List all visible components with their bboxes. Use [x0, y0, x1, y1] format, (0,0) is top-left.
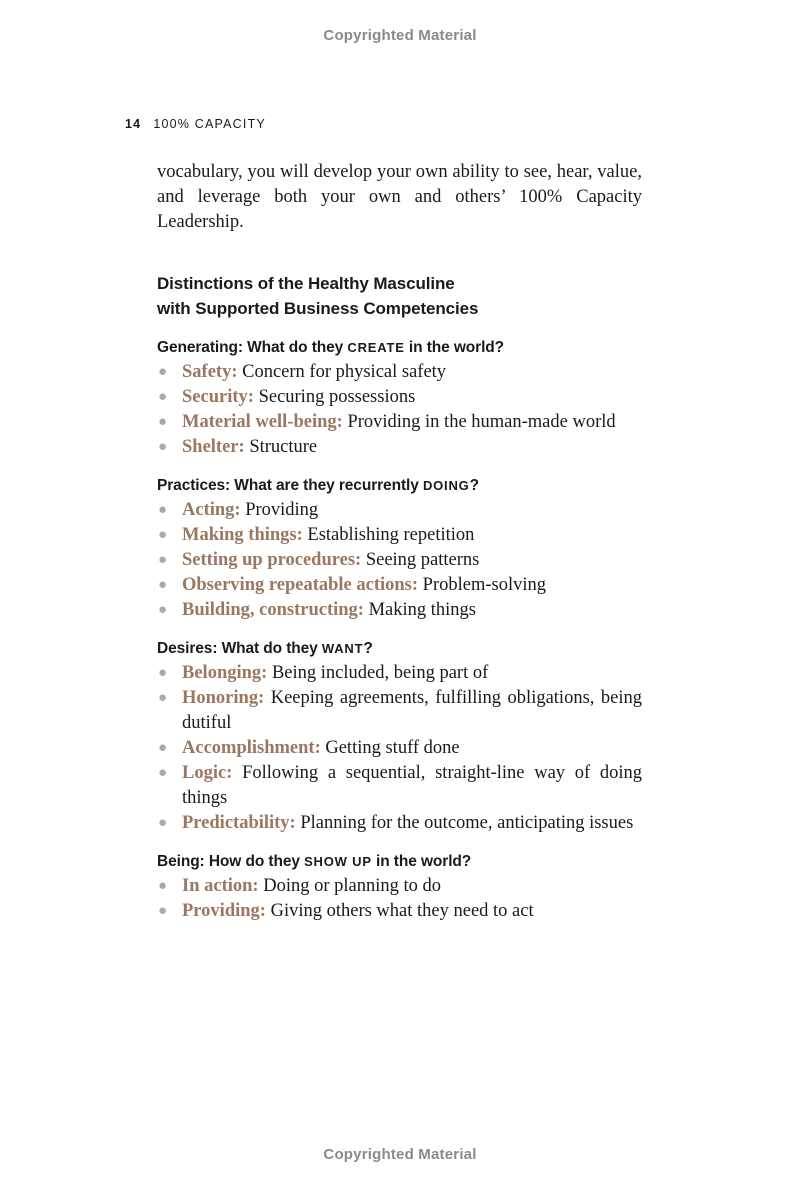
page-number: 14 [125, 117, 142, 131]
group-heading-prefix: Generating: What do they [157, 339, 348, 356]
group-heading-desires [157, 636, 642, 661]
item-text: Providing in the human-made world [342, 412, 616, 432]
group-heading-practices [157, 473, 642, 498]
item-term: Observing repeatable actions: [182, 575, 419, 595]
item-text: Doing or planning to do [258, 876, 441, 896]
copyright-watermark-top: Copyrighted Material [323, 27, 477, 44]
list-generating [157, 360, 642, 460]
bullet-icon: ● [158, 602, 168, 618]
item-term: Providing: [182, 901, 266, 921]
bullet-icon: ● [158, 740, 168, 756]
bullet-icon: ● [158, 389, 168, 405]
item-text: Seeing patterns [361, 550, 480, 570]
bullet-icon: ● [158, 765, 168, 781]
list-item [157, 498, 642, 523]
item-term: Building, constructing: [182, 600, 364, 620]
group-heading-prefix: Practices: What are they recurrently [157, 477, 423, 494]
item-text: Being included, being part of [267, 663, 489, 683]
item-term: In action: [182, 876, 259, 896]
list-item [157, 573, 642, 598]
item-text: Giving others what they need to act [265, 901, 534, 921]
item-term: Making things: [182, 525, 303, 545]
list-item [157, 874, 642, 899]
list-item [157, 435, 642, 460]
list-item [157, 410, 642, 435]
bullet-icon: ● [158, 552, 168, 568]
section-title-line-2: with Supported Business Competencies [157, 299, 479, 318]
list-item [157, 385, 642, 410]
intro-paragraph: vocabulary, you will develop your own ability to see, hear, value, and leverage both your own and others’ 100% Capacity Leadership. [157, 162, 642, 232]
bullet-icon: ● [158, 903, 168, 919]
item-text: Following a sequential, straight-line way of doing things [182, 763, 642, 808]
list-item [157, 661, 642, 686]
item-text: Establishing repetition [302, 525, 475, 545]
list-being [157, 874, 642, 924]
item-term: Setting up procedures: [182, 550, 362, 570]
list-item [157, 360, 642, 385]
list-item [157, 736, 642, 761]
group-heading-generating [157, 335, 642, 360]
item-text: Getting stuff done [320, 738, 460, 758]
item-term: Accomplishment: [182, 738, 321, 758]
group-heading-keyword: WANT [321, 641, 364, 656]
group-heading-suffix: in the world? [371, 853, 472, 870]
group-heading-keyword: DOING [422, 478, 470, 493]
bullet-icon: ● [158, 690, 168, 706]
bullet-icon: ● [158, 414, 168, 430]
bullet-icon: ● [158, 527, 168, 543]
list-item [157, 899, 642, 924]
item-term: Safety: [182, 362, 238, 382]
item-text: Providing [240, 500, 319, 520]
item-text: Securing possessions [253, 387, 416, 407]
item-text: Planning for the outcome, anticipating issues [295, 813, 634, 833]
section-title-line-1: Distinctions of the Healthy Masculine [157, 274, 455, 293]
item-term: Logic: [182, 763, 233, 783]
group-heading-keyword: CREATE [347, 340, 405, 355]
item-term: Honoring: [182, 688, 265, 708]
bullet-icon: ● [158, 577, 168, 593]
item-term: Shelter: [182, 437, 245, 457]
item-term: Material well-being: [182, 412, 343, 432]
bullet-icon: ● [158, 439, 168, 455]
item-text: Problem-solving [418, 575, 546, 595]
item-term: Acting: [182, 500, 241, 520]
list-desires [157, 661, 642, 836]
list-item [157, 686, 642, 736]
bullet-icon: ● [158, 878, 168, 894]
book-title: 100% CAPACITY [153, 117, 266, 131]
item-text: Structure [244, 437, 318, 457]
copyright-watermark-bottom: Copyrighted Material [323, 1146, 477, 1163]
section-title [157, 271, 642, 321]
page-body [157, 160, 642, 924]
group-heading-being [157, 849, 642, 874]
item-text: Concern for physical safety [237, 362, 447, 382]
list-item [157, 523, 642, 548]
group-heading-suffix: ? [469, 477, 479, 494]
item-text: Keeping agreements, fulfilling obligations, being dutiful [182, 688, 642, 733]
bullet-icon: ● [158, 364, 168, 380]
list-item [157, 811, 642, 836]
bullet-icon: ● [158, 665, 168, 681]
list-practices [157, 498, 642, 623]
item-term: Belonging: [182, 663, 268, 683]
group-heading-prefix: Being: How do they [157, 853, 305, 870]
group-heading-suffix: ? [363, 640, 373, 657]
list-item [157, 598, 642, 623]
bullet-icon: ● [158, 502, 168, 518]
bullet-icon: ● [158, 815, 168, 831]
item-text: Making things [363, 600, 476, 620]
list-item [157, 548, 642, 573]
group-heading-prefix: Desires: What do they [157, 640, 322, 657]
group-heading-keyword: SHOW UP [304, 854, 372, 869]
group-heading-suffix: in the world? [404, 339, 505, 356]
list-item [157, 761, 642, 811]
item-term: Security: [182, 387, 254, 407]
item-term: Predictability: [182, 813, 296, 833]
running-head [125, 117, 266, 131]
